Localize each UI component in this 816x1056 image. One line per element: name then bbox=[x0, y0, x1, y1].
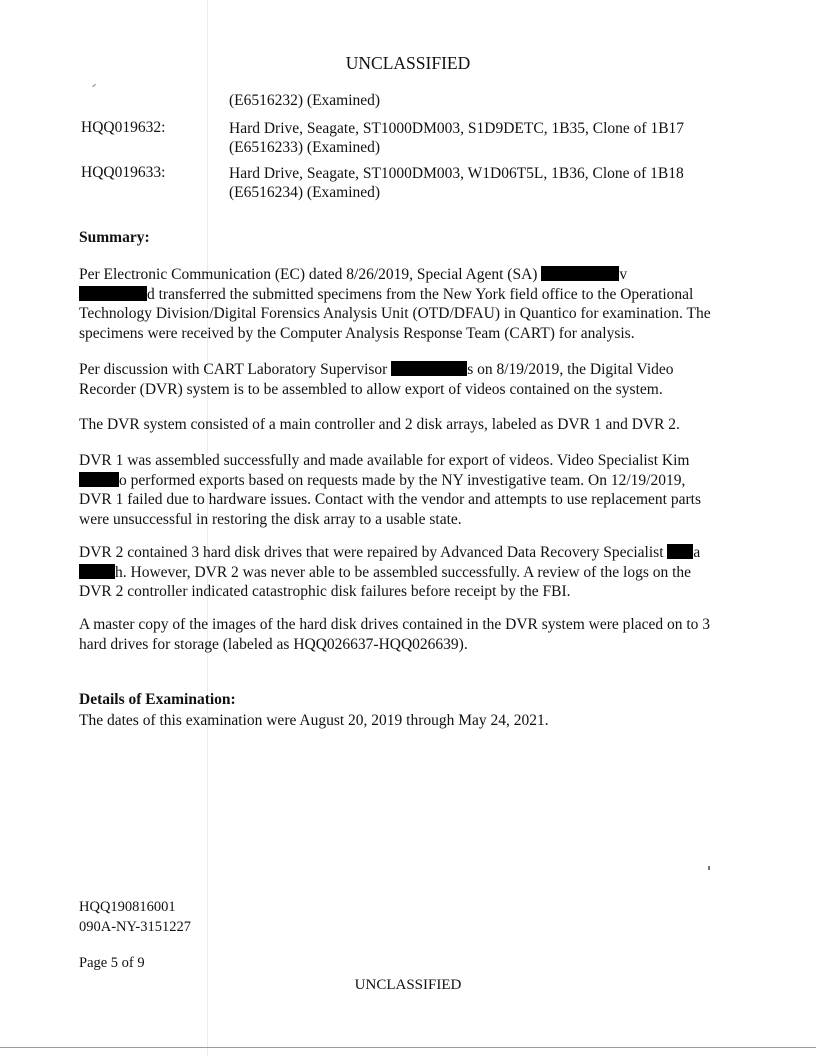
paragraph-line: specimens were received by the Computer Analysis Response Team (CART) for analysis. bbox=[79, 324, 635, 342]
line-text: h. However, DVR 2 was never able to be assembled successfully. A review of the logs on the bbox=[115, 563, 692, 581]
specimen-description bbox=[229, 119, 749, 157]
line-text: DVR 2 contained 3 hard disk drives that were repaired by Advanced Data Recovery Specialist bbox=[79, 544, 664, 561]
specimen-desc-line: Hard Drive, Seagate, ST1000DM003, W1D06T5L, 1B36, Clone of 1B18 bbox=[229, 165, 684, 182]
paragraph-line bbox=[79, 285, 743, 305]
page-bottom-edge bbox=[0, 1047, 816, 1048]
details-text: The dates of this examination were August 20, 2019 through May 24, 2021. bbox=[79, 712, 549, 729]
summary-paragraph-3 bbox=[79, 415, 743, 435]
paragraph-line: Recorder (DVR) system is to be assembled to allow export of videos contained on the system. bbox=[79, 380, 663, 398]
line-text: Per Electronic Communication (EC) dated 8/26/2019, Special Agent (SA) bbox=[79, 266, 538, 283]
summary-paragraph-6 bbox=[79, 615, 743, 654]
scan-speck bbox=[92, 84, 96, 87]
paragraph-line: DVR 1 was assembled successfully and made available for export of videos. Video Specialist Kim bbox=[79, 452, 690, 469]
specimen-description bbox=[229, 164, 749, 202]
paragraph-line bbox=[79, 265, 743, 285]
line-text: s on 8/19/2019, the Digital Video bbox=[467, 361, 674, 378]
specimen-description bbox=[229, 91, 749, 110]
paragraph-line: DVR 2 controller indicated catastrophic disk failures before receipt by the FBI. bbox=[79, 583, 571, 600]
specimen-id: HQQ019632: bbox=[81, 119, 166, 136]
specimen-desc-line: Hard Drive, Seagate, ST1000DM003, S1D9DETC, 1B35, Clone of 1B17 bbox=[229, 120, 685, 137]
paragraph-line bbox=[79, 543, 743, 563]
details-heading: Details of Examination: bbox=[79, 691, 236, 708]
specimen-desc-line: (E6516233) (Examined) bbox=[229, 139, 381, 156]
header-classification: UNCLASSIFIED bbox=[345, 53, 471, 73]
redaction-box bbox=[79, 472, 119, 487]
redaction-box bbox=[391, 361, 467, 376]
line-text: d transferred the submitted specimens from the New York field office to the Operational bbox=[147, 285, 694, 303]
page-number: Page 5 of 9 bbox=[79, 955, 145, 971]
summary-paragraph-4 bbox=[79, 451, 743, 529]
line-text: Per discussion with CART Laboratory Supervisor bbox=[79, 361, 388, 378]
paragraph-line: Technology Division/Digital Forensics Analysis Unit (OTD/DFAU) in Quantico for examination. The bbox=[79, 305, 711, 322]
summary-paragraph-2 bbox=[79, 360, 743, 399]
line-text: a bbox=[693, 544, 701, 561]
summary-heading: Summary: bbox=[79, 229, 150, 246]
line-text: o performed exports based on requests made by the NY investigative team. On 12/19/2019, bbox=[119, 471, 686, 489]
line-text: v bbox=[619, 266, 628, 283]
paragraph-line bbox=[79, 360, 743, 380]
file-number: 090A-NY-3151227 bbox=[79, 919, 191, 935]
paragraph-line: The DVR system consisted of a main controller and 2 disk arrays, labeled as DVR 1 and DVR 2. bbox=[79, 416, 680, 433]
paragraph-line: were unsuccessful in restoring the disk array to a usable state. bbox=[79, 510, 462, 528]
redaction-box bbox=[541, 266, 619, 281]
paragraph-line: A master copy of the images of the hard disk drives contained in the DVR system were placed on to 3 bbox=[79, 616, 711, 633]
case-id: HQQ190816001 bbox=[79, 899, 176, 915]
redaction-box bbox=[79, 286, 147, 301]
summary-paragraph-5 bbox=[79, 543, 743, 602]
paragraph-line: hard drives for storage (labeled as HQQ026637-HQQ026639). bbox=[79, 635, 468, 653]
specimen-desc-line: (E6516232) (Examined) bbox=[229, 92, 381, 109]
specimen-id: HQQ019633: bbox=[81, 164, 166, 181]
specimen-desc-line: (E6516234) (Examined) bbox=[229, 184, 381, 201]
summary-paragraph-1 bbox=[79, 265, 743, 343]
redaction-box bbox=[79, 564, 115, 579]
scan-speck bbox=[708, 866, 710, 870]
paragraph-line: DVR 1 failed due to hardware issues. Contact with the vendor and attempts to use replacement parts bbox=[79, 491, 701, 508]
paragraph-line bbox=[79, 563, 743, 583]
footer-classification: UNCLASSIFIED bbox=[354, 977, 462, 993]
redaction-box bbox=[667, 544, 693, 559]
paragraph-line bbox=[79, 471, 743, 491]
